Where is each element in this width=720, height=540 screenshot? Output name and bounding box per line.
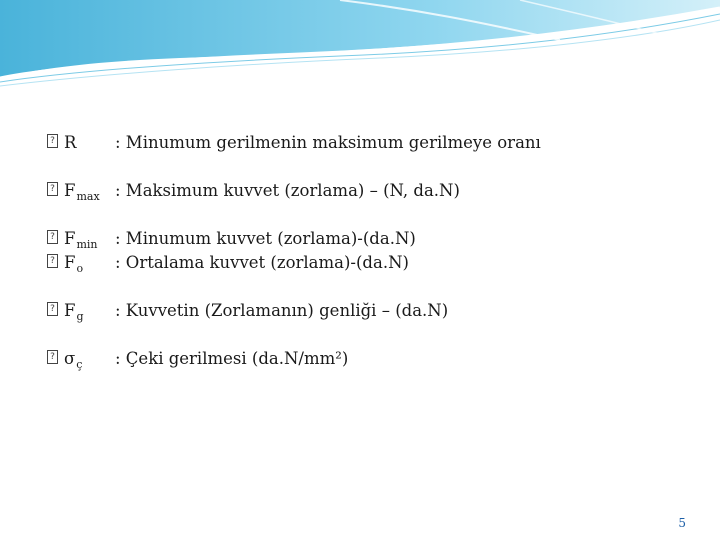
- symbol-subscript: min: [76, 238, 98, 251]
- box-glyph-icon: ?: [47, 302, 58, 316]
- definition-text: : Ortalama kuvvet (zorlama)-(da.N): [115, 253, 409, 272]
- symbol: F: [64, 301, 76, 320]
- page-number: 5: [678, 516, 686, 530]
- symbol: F: [64, 181, 76, 200]
- symbol-subscript: max: [76, 190, 100, 203]
- symbol-subscript: o: [76, 262, 84, 275]
- box-glyph-icon: ?: [47, 350, 58, 364]
- symbol: F: [64, 253, 76, 272]
- symbol: σ: [64, 349, 76, 368]
- symbol-subscript: ç: [76, 358, 83, 371]
- definition-text: : Çeki gerilmesi (da.N/mm²): [115, 349, 349, 368]
- header-wave-decoration: [0, 0, 720, 90]
- box-glyph-icon: ?: [47, 230, 58, 244]
- definition-text: : Kuvvetin (Zorlamanın) genliği – (da.N): [115, 301, 449, 320]
- symbol-subscript: g: [76, 310, 84, 323]
- definition-text: : Minumum gerilmenin maksimum gerilmeye oranı: [115, 133, 541, 152]
- symbol: R: [64, 133, 77, 152]
- symbol: F: [64, 229, 76, 248]
- box-glyph-icon: ?: [47, 182, 58, 196]
- definition-text: : Maksimum kuvvet (zorlama) – (N, da.N): [115, 181, 460, 200]
- box-glyph-icon: ?: [47, 134, 58, 148]
- box-glyph-icon: ?: [47, 254, 58, 268]
- definition-text: : Minumum kuvvet (zorlama)-(da.N): [115, 229, 416, 248]
